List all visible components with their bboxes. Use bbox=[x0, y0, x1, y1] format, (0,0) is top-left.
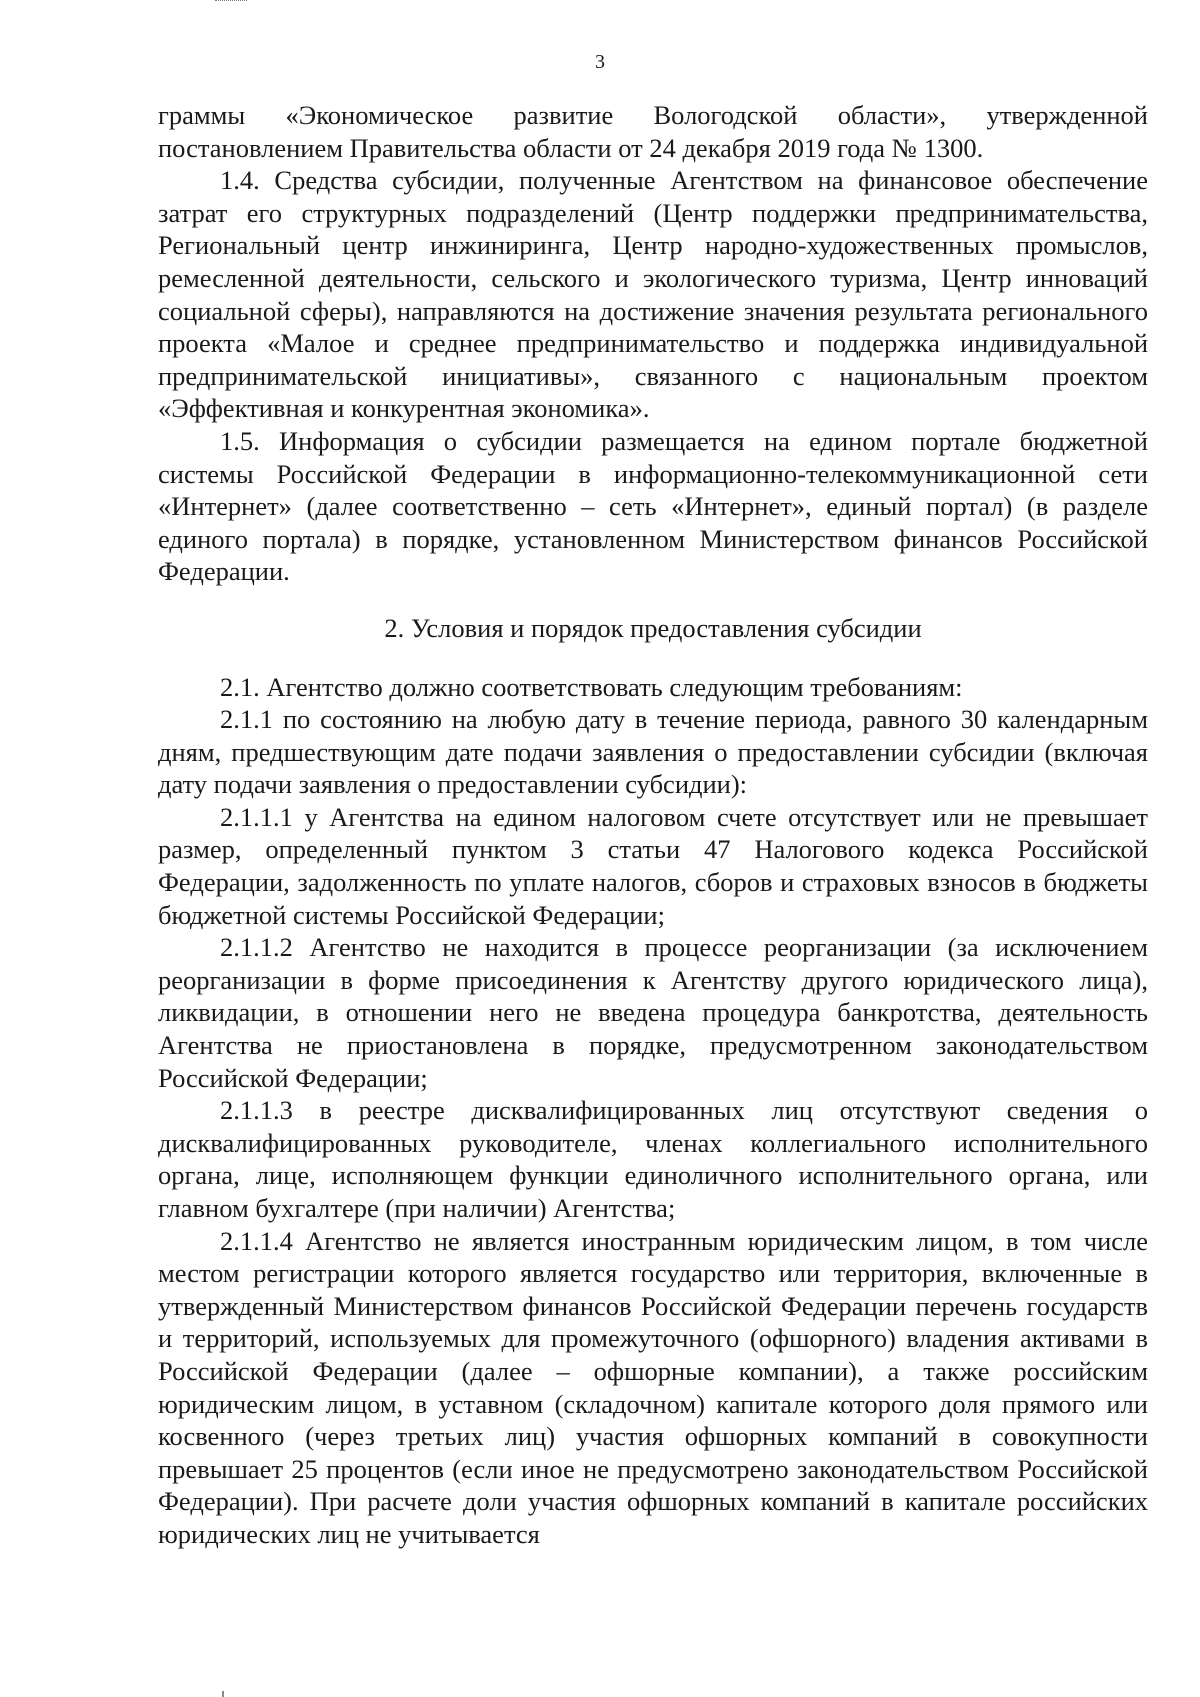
paragraph-2-1-1-3: 2.1.1.3 в реестре дисквалифицированных лиц отсутствуют сведения о дисквалифицированных руководителе, членах коллегиального исполнительного органа, лице, исполняющем функции единоличного исполнительного органа, или главном бухгалтере (при наличии) Агентства; bbox=[158, 1095, 1148, 1223]
paragraph-2-1-1-4: 2.1.1.4 Агентство не является иностранным юридическим лицом, в том числе местом регистрации которого является государство или территория, включенные в утвержденный Министерством финансов Российской Федерации перечень государств и территорий, используемых для промежуточного (офшорного) владения активами в Российской Федерации (далее – офшорные компании), а также российским юридическим лицом, в уставном (складочном) капитале которого доля прямого или косвенного (через третьих лиц) участия офшорных компаний в совокупности превышает 25 процентов (если иное не предусмотрено законодательством Российской Федерации). При расчете доли участия офшорных компаний в капитале российских юридических лиц не учитывается bbox=[158, 1225, 1148, 1549]
document-body bbox=[158, 99, 1148, 1551]
scan-artifact-bottom bbox=[222, 1691, 232, 1697]
page-number: 3 bbox=[595, 51, 605, 73]
section-heading: 2. Условия и порядок предоставления субсидии bbox=[384, 612, 922, 643]
paragraph-2-1-1-1: 2.1.1.1 у Агентства на едином налоговом счете отсутствует или не превышает размер, определенный пунктом 3 статьи 47 Налогового кодекса Российской Федерации, задолженность по уплате налогов, сборов и страховых взносов в бюджеты бюджетной системы Российской Федерации; bbox=[158, 801, 1148, 930]
paragraph-continuation: граммы «Экономическое развитие Вологодской области», утвержденной постановлением Правительства области от 24 декабря 2019 года № 1300. bbox=[158, 100, 1148, 163]
paragraph-1-4: 1.4. Средства субсидии, полученные Агентством на финансовое обеспечение затрат его структурных подразделений (Центр поддержки предпринимательства, Региональный центр инжиниринга, Центр народно-художественных промыслов, ремесленной деятельности, сельского и экологического туризма, Центр инноваций социальной сферы), направляются на достижение значения результата регионального проекта «Малое и среднее предпринимательство и поддержка индивидуальной предпринимательской инициативы», связанного с национальным проектом «Эффективная и конкурентная экономика». bbox=[158, 165, 1148, 424]
scan-artifact-top bbox=[215, 0, 247, 4]
paragraph-1-5: 1.5. Информация о субсидии размещается на едином портале бюджетной системы Российской Федерации в информационно-телекоммуникационной сети «Интернет» (далее соответственно – сеть «Интернет», единый портал) (в разделе единого портала) в порядке, установленном Министерством финансов Российской Федерации. bbox=[158, 425, 1148, 587]
paragraph-2-1-1: 2.1.1 по состоянию на любую дату в течение периода, равного 30 календарным дням, предшествующим дате подачи заявления о предоставлении субсидии (включая дату подачи заявления о предоставлении субсидии): bbox=[158, 704, 1148, 800]
paragraph-2-1-1-2: 2.1.1.2 Агентство не находится в процессе реорганизации (за исключением реорганизации в форме присоединения к Агентству другого юридического лица), ликвидации, в отношении него не введена процедура банкротства, деятельность Агентства не приостановлена в порядке, предусмотренном законодательством Российской Федерации; bbox=[158, 932, 1148, 1093]
paragraph-2-1: 2.1. Агентство должно соответствовать следующим требованиям: bbox=[220, 671, 963, 702]
